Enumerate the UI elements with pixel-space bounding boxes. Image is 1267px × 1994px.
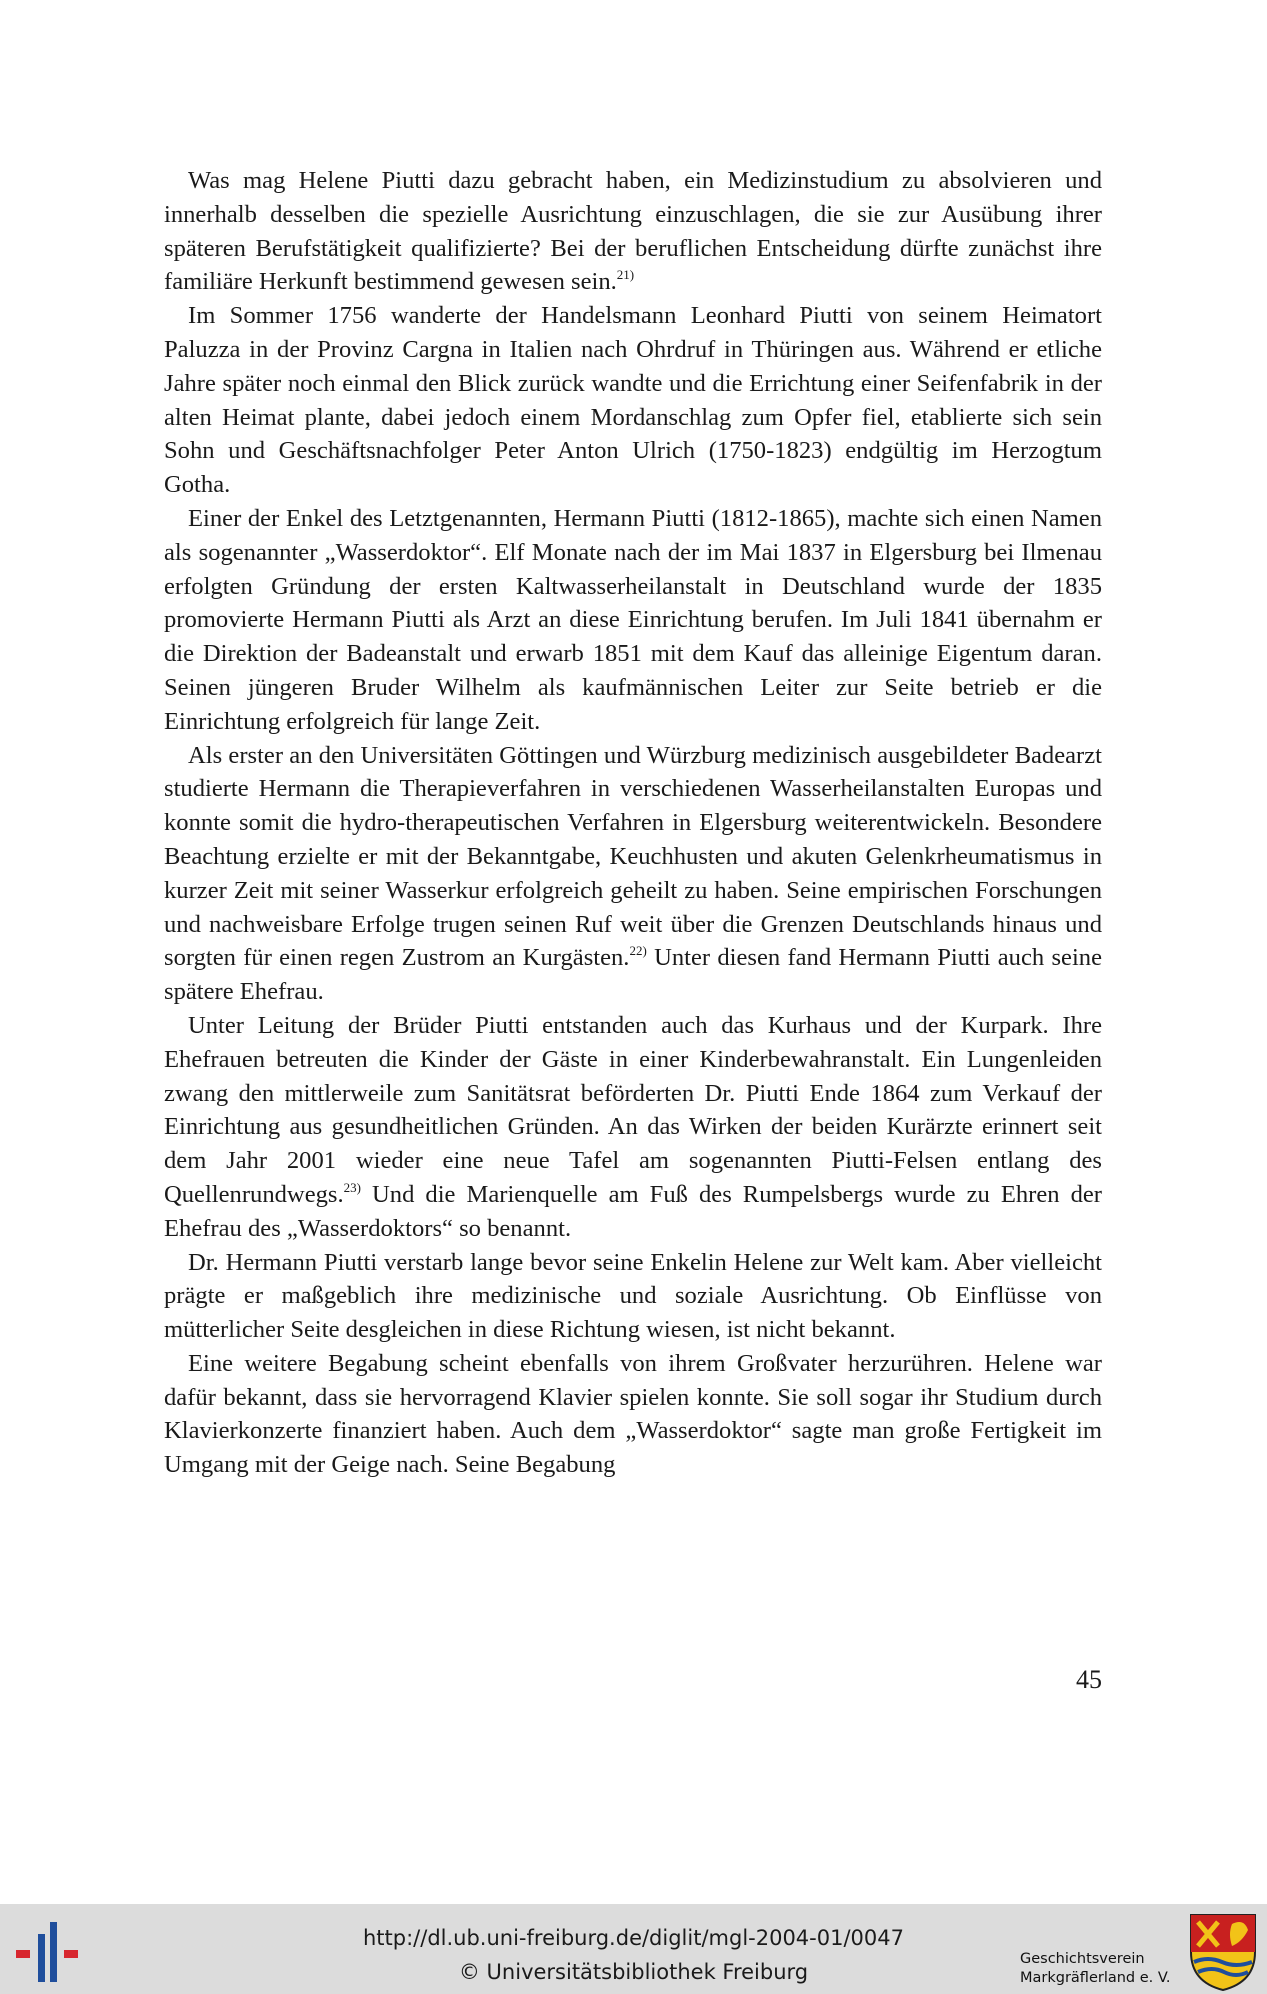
society-name: Geschichtsverein Markgräflerland e. V. — [1020, 1951, 1171, 1986]
source-url[interactable]: http://dl.ub.uni-freiburg.de/diglit/mgl-2004-01/0047 — [362, 1926, 904, 1950]
footnote-ref[interactable]: 23) — [343, 1179, 361, 1195]
copyright-notice: © Universitätsbibliothek Freiburg — [458, 1960, 809, 1984]
footer-bar — [0, 1904, 1267, 1994]
paragraph: Was mag Helene Piutti dazu gebracht haben, ein Medizinstudium zu absolvieren und innerhalb desselben die spezielle Ausrichtung einzuschlagen, die sie zur Ausübung ihrer späteren Berufstätigkeit qualifizierte? Bei der beruflichen Entscheidung dürfte zunächst ihre familiäre Herkunft bestimmend gewesen sein.$^{21)}$ — [164, 167, 1102, 296]
paragraph: Dr. Hermann Piutti verstarb lange bevor seine Enkelin Helene zur Welt kam. Aber vielleicht prägte er maßgeblich ihre medizinische und soziale Ausrichtung. Ob Einflüsse von mütterlicher Seite desgleichen in diese Richtung wiesen, ist nicht bekannt. — [164, 1248, 1102, 1344]
paragraph: Einer der Enkel des Letztgenannten, Hermann Piutti (1812-1865), machte sich einen Namen als sogenannter „Wasserdoktor“. Elf Monate nach der im Mai 1837 in Elgersburg bei Ilmenau erfolgten Gründung der ersten Kaltwasserheilanstalt in Deutschland wurde der 1835 promovierte Hermann Piutti als Arzt an diese Einrichtung berufen. Im Juli 1841 übernahm er die Direktion der Badeanstalt und erwarb 1851 mit dem Kauf das alleinige Eigentum daran. Seinen jüngeren Bruder Wilhelm als kaufmännischen Leiter zur Seite betrieb er die Einrichtung erfolgreich für lange Zeit. — [164, 504, 1102, 735]
paragraph: Unter Leitung der Brüder Piutti entstanden auch das Kurhaus und der Kurpark. Ihre Ehefrauen betreuten die Kinder der Gäste in einer Kinderbewahranstalt. Ein Lungenleiden zwang den mittlerweile zum Sanitätsrat beförderten Dr. Piutti Ende 1864 zum Verkauf der Einrichtung aus gesundheitlichen Gründen. An das Wirken der beiden Kurärzte erinnert seit dem Jahr 2001 wieder eine neue Tafel am sogenannten Piutti-Felsen entlang des Quellenrundwegs.$^{23)}$ Und die Marienquelle am Fuß des Rumpelsbergs wurde zu Ehren der Ehefrau des „Wasserdoktors“ so benannt. — [164, 1011, 1102, 1242]
paragraph: Eine weitere Begabung scheint ebenfalls von ihrem Großvater herzurühren. Helene war dafür bekannt, dass sie hervorragend Klavier spielen konnte. Sie soll sogar ihr Studium durch Klavierkonzerte finanziert haben. Auch dem „Wasserdoktor“ sagte man große Fertigkeit im Umgang mit der Geige nach. Seine Begabung — [164, 1349, 1102, 1479]
footnote-ref[interactable]: 22) — [629, 943, 647, 959]
paragraph: Als erster an den Universitäten Göttingen und Würzburg medizinisch ausgebildeter Badearzt studierte Hermann die Therapieverfahren in verschiedenen Wasserheilanstalten Europas und konnte somit die hydro-therapeutischen Verfahren in Elgersburg weiterentwickeln. Besondere Beachtung erzielte er mit der Bekanntgabe, Keuchhusten und akuten Gelenkrheumatismus in kurzer Zeit mit seiner Wasserkur erfolgreich geheilt zu haben. Seine empirischen Forschungen und nachweisbare Erfolge trugen seinen Ruf weit über die Grenzen Deutschlands hinaus und sorgten für einen regen Zustrom an Kurgästen.$^{22)}$ Unter diesen fand Hermann Piutti auch seine spätere Ehefrau. — [164, 741, 1102, 1006]
paragraph: Im Sommer 1756 wanderte der Handelsmann Leonhard Piutti von seinem Heimatort Paluzza in der Provinz Cargna in Italien nach Ohrdruf in Thüringen aus. Während er etliche Jahre später noch einmal den Blick zurück wandte und die Errichtung einer Seifenfabrik in der alten Heimat plante, dabei jedoch einem Mordanschlag zum Opfer fiel, etablierte sich sein Sohn und Geschäftsnachfolger Peter Anton Ulrich (1750-1823) endgültig im Herzogtum Gotha. — [164, 302, 1102, 499]
coat-of-arms-icon — [1188, 1912, 1258, 1992]
page-number: 45 — [1076, 1665, 1102, 1694]
footnote-ref[interactable]: 21) — [616, 267, 635, 283]
body-text — [164, 164, 1102, 1482]
